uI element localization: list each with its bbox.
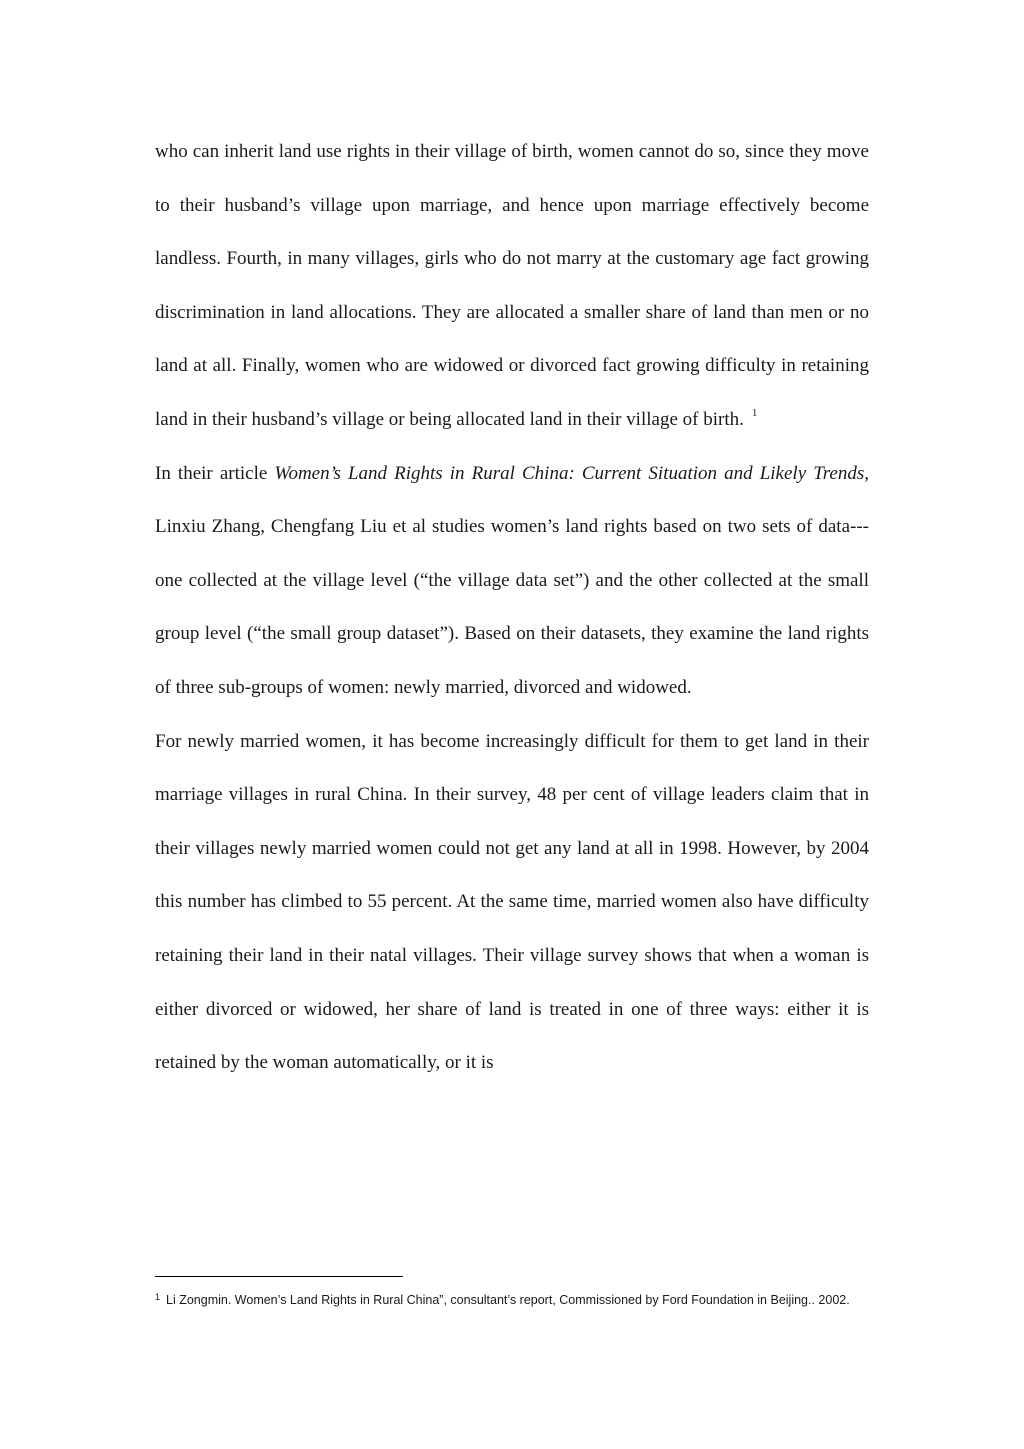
paragraph-1-text: who can inherit land use rights in their village of birth, women cannot do so, since they move to their husband’s village upon marriage, and hence upon marriage effectively become landless. Fourth, in many villages, girls who do not marry at the customary age fact growing discrimination in land allocations. They are allocated a smaller share of land than men or no land at all. Finally, women who are widowed or divorced fact growing difficulty in retaining land in their husband’s village or being allocated land in their village of birth. [155,141,869,430]
footnote [155,1287,855,1310]
article-title: Women’s Land Rights in Rural China: Current Situation and Likely Trends, [274,462,870,484]
paragraph-2-rest: Linxiu Zhang, Chengfang Liu et al studies women’s land rights based on two sets of data---one collected at the village level (“the village data set”) and the other collected at the small group level (“the small group dataset”). Based on their datasets, they examine the land rights of three sub-groups of women: newly married, divorced and widowed. [155,516,869,698]
paragraph-3 [155,715,869,1090]
footnote-number: 1 [155,1292,161,1302]
footnote-reference[interactable]: 1 [751,406,758,419]
paragraph-2 [155,447,869,715]
footnote-separator [155,1276,403,1277]
body-text [155,125,869,1090]
footnote-text: Li Zongmin. Women’s Land Rights in Rural China”, consultant’s report, Commissioned by Ford Foundation in Beijing.. 2002. [166,1293,850,1307]
paragraph-2-lead: In their article [155,462,275,484]
paragraph-3-text: For newly married women, it has become increasingly difficult for them to get land in their marriage villages in rural China. In their survey, 48 per cent of village leaders claim that in their villages newly married women could not get any land at all in 1998. However, by 2004 this number has climbed to 55 percent. At the same time, married women also have difficulty retaining their land in their natal villages. Their village survey shows that when a woman is either divorced or widowed, her share of land is treated in one of three ways: either it is retained by the woman automatically, or it is [155,730,869,1074]
paragraph-1 [155,125,869,447]
